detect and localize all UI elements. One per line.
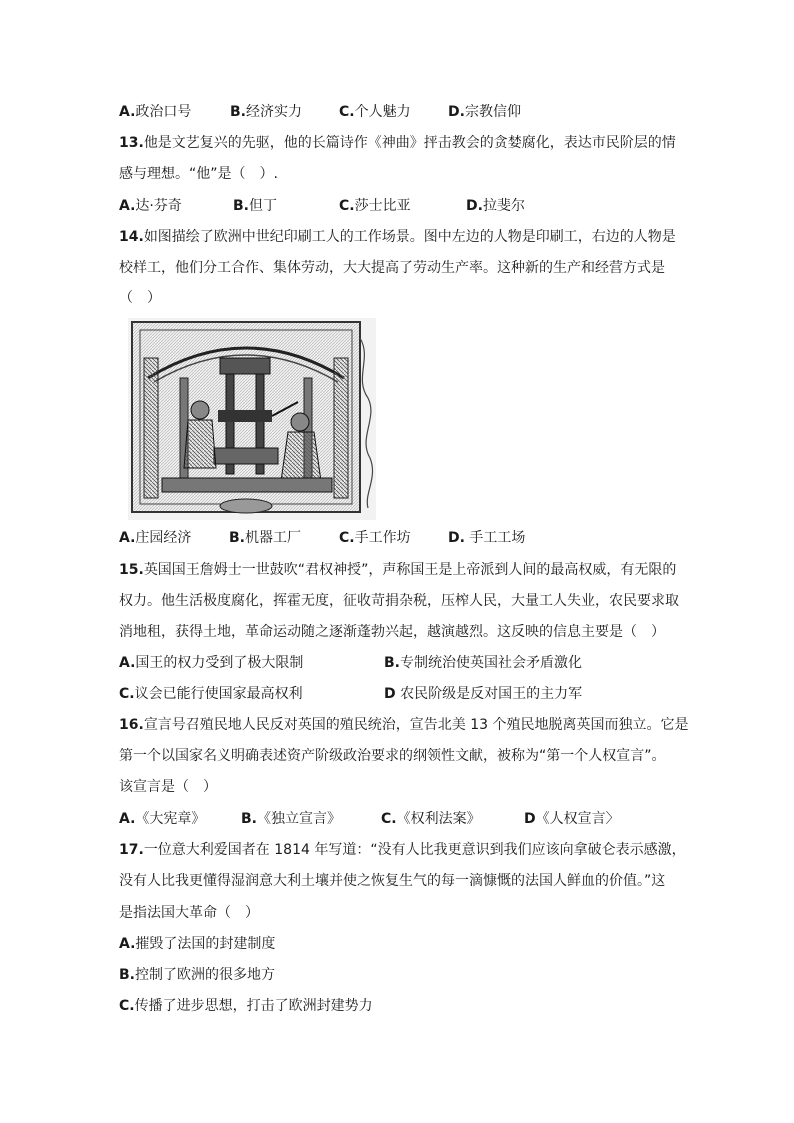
q17-option-c: C.传播了进步思想，打击了欧洲封建势力 xyxy=(119,998,373,1014)
q14-option-a: A.庄园经济 xyxy=(119,530,192,546)
q12-option-b: B.经济实力 xyxy=(230,104,302,120)
q15-stem-line3: 消地租，获得土地，革命运动随之逐渐蓬勃兴起，越演越烈。这反映的信息主要是（ ） xyxy=(119,624,665,640)
printing-workshop-engraving xyxy=(128,318,376,520)
q16-stem-line1: 16.宣言号召殖民地人民反对英国的殖民统治，宣告北美 13 个殖民地脱离英国而独立。它是 xyxy=(119,717,689,733)
q17-stem-line3: 是指法国大革命（ ） xyxy=(119,905,259,921)
q16-stem-line2: 第一个以国家名义明确表述资产阶级政治要求的纲领性文献，被称为“第一个人权宣言”。 xyxy=(119,748,666,764)
q15-option-b: B.专制统治使英国社会矛盾激化 xyxy=(384,655,582,671)
q14-stem-line3: （ ） xyxy=(119,290,161,306)
printing-workshop-image xyxy=(128,318,376,520)
q12-option-c: C.个人魅力 xyxy=(339,104,411,120)
q15-stem-line1: 15.英国国王詹姆士一世鼓吹“君权神授”，声称国王是上帝派到人间的最高权威，有无限的 xyxy=(119,562,677,578)
q13-stem-line1: 13.他是文艺复兴的先驱，他的长篇诗作《神曲》抨击教会的贪婪腐化，表达市民阶层的情 xyxy=(119,135,676,151)
q14-option-d: D. 手工工场 xyxy=(448,530,526,546)
q16-stem-line3: 该宣言是（ ） xyxy=(119,779,217,795)
q15-option-d: D 农民阶级是反对国王的主力军 xyxy=(384,686,583,702)
q13-option-b: B.但丁 xyxy=(233,198,277,214)
q16-option-a: A.《大宪章》 xyxy=(119,811,206,827)
q14-option-b: B.机器工厂 xyxy=(229,530,301,546)
q17-option-a: A.摧毁了法国的封建制度 xyxy=(119,936,276,952)
q14-option-c: C.手工作坊 xyxy=(339,530,411,546)
q17-stem-line1: 17.一位意大利爱国者在 1814 年写道：“没有人比我更意识到我们应该向拿破仑表示感激， xyxy=(119,842,686,858)
q13-option-a: A.达·芬奇 xyxy=(119,198,182,214)
q13-stem-line2: 感与理想。“他”是（ ）. xyxy=(119,166,278,182)
q12-option-d: D.宗教信仰 xyxy=(448,104,521,120)
q13-option-c: C.莎士比亚 xyxy=(339,198,411,214)
q17-option-b: B.控制了欧洲的很多地方 xyxy=(119,967,275,983)
q14-stem-line1: 14.如图描绘了欧洲中世纪印刷工人的工作场景。图中左边的人物是印刷工，右边的人物是 xyxy=(119,229,676,245)
q12-option-a: A.政治口号 xyxy=(119,104,192,120)
q17-stem-line2: 没有人比我更懂得湿润意大利土壤并使之恢复生气的每一滴慷慨的法国人鲜血的价值。”这 xyxy=(119,873,666,889)
q16-option-c: C.《权利法案》 xyxy=(381,811,481,827)
q15-option-c: C.议会已能行使国家最高权利 xyxy=(119,686,303,702)
q15-stem-line2: 权力。他生活极度腐化，挥霍无度，征收苛捐杂税，压榨人民，大量工人失业，农民要求取 xyxy=(119,593,679,609)
q16-option-d: D《人权宣言〉 xyxy=(524,811,620,827)
q15-option-a: A.国王的权力受到了极大限制 xyxy=(119,655,304,671)
q14-stem-line2: 校样工，他们分工合作、集体劳动，大大提高了劳动生产率。这种新的生产和经营方式是 xyxy=(119,260,665,276)
q13-option-d: D.拉斐尔 xyxy=(466,198,525,214)
q16-option-b: B.《独立宣言》 xyxy=(241,811,341,827)
